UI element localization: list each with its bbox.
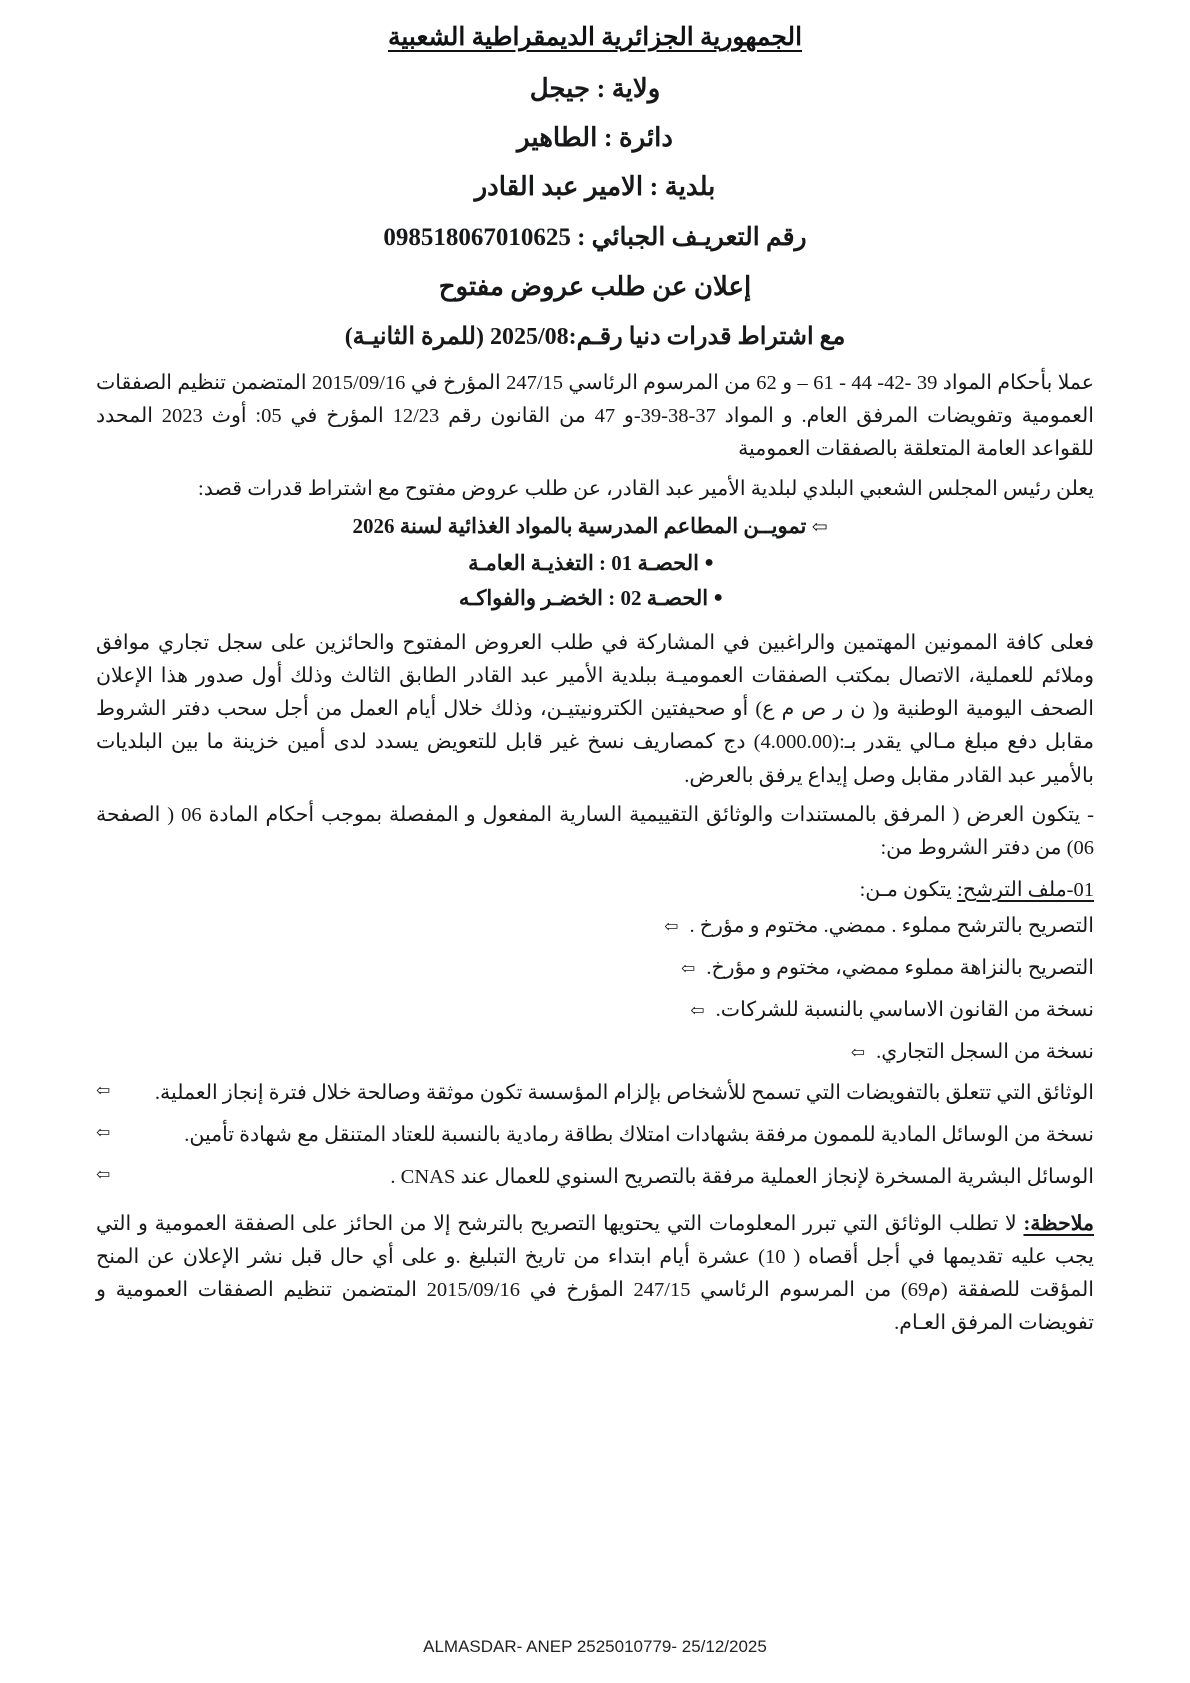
note-text: لا تطلب الوثائق التي تبرر المعلومات التي يحتويها التصريح بالترشح إلا من الحائز على الصفقة العمومية و التي يجب عليه تقديمها في أجل أقصاه ( 10) عشرة أيام ابتداء من تاريخ التبليغ .و على أي حال قبل نشر الإعلان عن المنح المؤقت للصفقة (م69) من المرسوم الرئاسي 247/15 المؤرخ في 2015/09/16 المتضمن تنظيم الصفقات العمومية و تفويضات المرفق العـام. — [96, 1212, 1094, 1335]
documents-list — [96, 910, 1094, 1194]
wilaya-heading: ولاية : جيجل — [529, 74, 661, 103]
list-item — [96, 952, 1094, 985]
candidacy-file-rest: يتكون مـن: — [859, 879, 958, 902]
candidacy-file-label: 01-ملف الترشح: — [957, 879, 1094, 902]
document-text: نسخة من السجل التجاري. — [876, 1040, 1094, 1063]
list-item — [96, 1036, 1094, 1069]
list-item — [96, 994, 1094, 1027]
lot-label-1: الحصـة 01 : التغذيـة العامـة — [468, 550, 699, 575]
arrow-icon: ⇦ — [96, 1165, 111, 1185]
document-text: الوثائق التي تتعلق بالتفويضات التي تسمح للأشخاص بإلزام المؤسسة تكون موثقة وصالحة خلال فترة إنجاز العملية. — [154, 1082, 1094, 1105]
document-text: نسخة من القانون الاساسي بالنسبة للشركات. — [715, 998, 1094, 1021]
announcement-title: إعلان عن طلب عروض مفتوح — [438, 272, 752, 301]
document-text: نسخة من الوسائل المادية للممون مرفقة بشهادات امتلاك بطاقة رمادية بالنسبة للعتاد المتنقل مع شهادة تأمين. — [184, 1124, 1094, 1147]
candidacy-file-heading — [96, 877, 1094, 902]
announcement-subtitle: مع اشتراط قدرات دنيا رقـم:2025/08 (للمرة الثانيـة) — [344, 324, 846, 350]
announce-paragraph: يعلن رئيس المجلس الشعبي البلدي لبلدية الأمير عبد القادر، عن طلب عروض مفتوح مع اشتراط قدرات قصد: — [198, 477, 1094, 500]
document-text: التصريح بالنزاهة مملوء ممضي، مختوم و مؤرخ. — [706, 957, 1094, 980]
object-line — [96, 514, 1094, 539]
bullet-icon: ● — [704, 553, 714, 571]
arrow-icon: ⇦ — [811, 516, 828, 538]
list-item — [96, 1077, 1094, 1110]
lot-label-2: الحصـة 02 : الخضـر والفواكـه — [458, 585, 709, 610]
footer-reference: ALMASDAR- ANEP 2525010779- 25/12/2025 — [423, 1637, 767, 1656]
arrow-icon: ⇦ — [664, 917, 679, 937]
document-text: الوسائل البشرية المسخرة لإنجاز العملية مرفقة بالتصريح السنوي للعمال عند CNAS . — [390, 1166, 1094, 1189]
arrow-icon: ⇦ — [96, 1123, 111, 1143]
arrow-icon: ⇦ — [690, 1000, 705, 1020]
lot-item-1 — [96, 551, 1094, 576]
republic-heading: الجمهورية الجزائرية الديمقراطية الشعبية — [387, 24, 803, 51]
note-paragraph — [96, 1208, 1094, 1341]
list-item — [96, 1161, 1094, 1194]
arrow-icon: ⇦ — [850, 1042, 866, 1062]
arrow-icon: ⇦ — [680, 959, 696, 979]
object-text: تمويــن المطاعم المدرسية بالمواد الغذائية لسنة 2026 — [352, 513, 807, 538]
participation-paragraph: فعلى كافة الممونين المهتمين والراغبين في المشاركة في طلب العروض المفتوح والحائزين على سجل تجاري موافق وملائم للعملية، الاتصال بمكتب الصفقات العموميـة ببلدية الأمير عبد القادر الطابق الثالث وذلك أول صدور هذا الإعلان الصحف اليومية الوطنية و( ن ر ص م ع) أو صحيفتين الكترونيتيـن، وذلك خلال أيام العمل من أجل سحب دفتر الشروط مقابل دفع مبلغ مـالي يقدر بـ:(4.000.00) دج كمصاريف نسخ غير قابل للتعويض يسدد لدى أمين خزينة ما بين البلديات بالأمير عبد القادر مقابل وصل إيداع يرفق بالعرض. — [96, 631, 1094, 787]
offer-composition-paragraph: - يتكون العرض ( المرفق بالمستندات والوثائق التقييمية السارية المفعول و المفصلة بموجب أحكام المادة 06 ( الصفحة 06) من دفتر الشروط من: — [96, 803, 1095, 860]
legal-basis-paragraph: عملا بأحكام المواد 39 -42- 44 - 61 – و 62 من المرسوم الرئاسي 247/15 المؤرخ في 2015/09/16 المتضمن تنظيم الصفقات العمومية وتفويضات المرفق العام. و المواد 37-38-39-و 47 من القانون رقم 12/23 المؤرخ في 05: أوث 2023 المحدد للقواعد العامة المتعلقة بالصفقات العمومية — [96, 372, 1095, 461]
arrow-icon: ⇦ — [96, 1081, 111, 1101]
baladia-heading: بلدية : الامير عبد القادر — [474, 172, 716, 201]
document-text: التصريح بالترشح مملوء . ممضي. مختوم و مؤرخ . — [689, 915, 1094, 938]
tax-id-heading: رقم التعريـف الجبائي : 098518067010625 — [383, 224, 807, 251]
list-item — [96, 1119, 1094, 1152]
lot-item-2 — [96, 586, 1094, 611]
list-item — [96, 910, 1094, 943]
note-label: ملاحظة: — [1023, 1212, 1094, 1235]
bullet-icon: ● — [713, 588, 724, 606]
daira-heading: دائرة : الطاهير — [517, 123, 673, 152]
